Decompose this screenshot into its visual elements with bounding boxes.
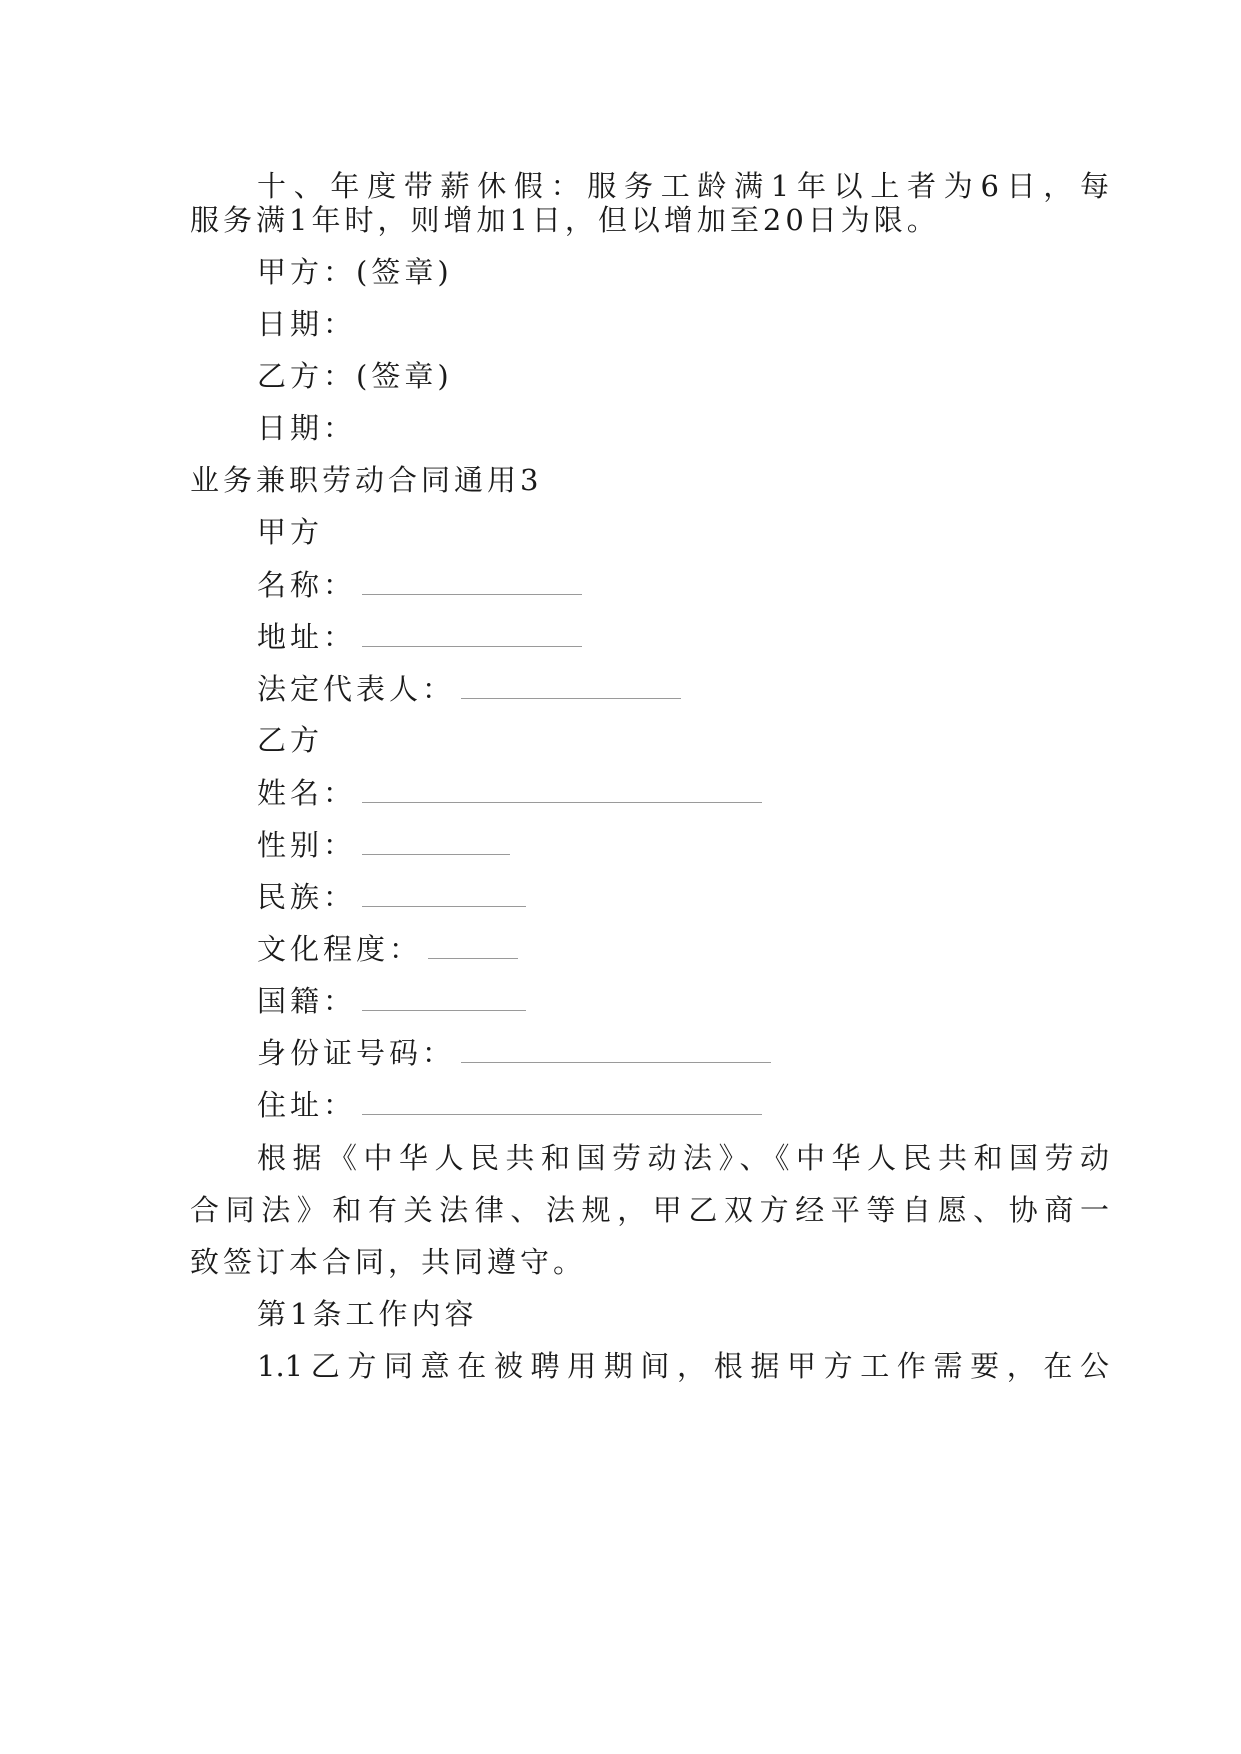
field-ethnicity xyxy=(257,876,526,917)
date-label: 日期： xyxy=(257,307,357,341)
fill-in-blank xyxy=(362,876,526,907)
field-label: 名称： xyxy=(257,568,357,602)
field-label: 国籍： xyxy=(257,984,357,1018)
field-label: 法定代表人： xyxy=(257,672,456,706)
paragraph-line: 致签订本合同，共同遵守。 xyxy=(190,1245,587,1279)
paragraph-line: 十、年度带薪休假：服务工龄满1年以上者为6日，每 xyxy=(257,169,1109,203)
party-a-signature-label: 甲方：(签章) xyxy=(257,255,453,289)
field-label: 文化程度： xyxy=(257,932,423,966)
field-label: 地址： xyxy=(257,620,357,654)
fill-in-blank xyxy=(461,1032,771,1063)
section-title: 业务兼职劳动合同通用3 xyxy=(190,463,543,497)
paragraph-line: 合同法》和有关法律、法规，甲乙双方经平等自愿、协商一 xyxy=(190,1193,1109,1227)
fill-in-blank xyxy=(362,980,526,1011)
field-id-number xyxy=(257,1032,771,1073)
party-b-signature-label: 乙方：(签章) xyxy=(257,359,453,393)
paragraph-line: 根据《中华人民共和国劳动法》、《中华人民共和国劳动 xyxy=(257,1141,1109,1175)
field-residence xyxy=(257,1084,762,1125)
fill-in-blank xyxy=(362,1084,762,1115)
field-education xyxy=(257,928,518,969)
field-gender xyxy=(257,824,510,865)
field-label: 性别： xyxy=(257,828,357,862)
field-label: 民族： xyxy=(257,880,357,914)
fill-in-blank xyxy=(362,616,582,647)
date-label: 日期： xyxy=(257,411,357,445)
fill-in-blank xyxy=(362,772,762,803)
fill-in-blank xyxy=(428,928,518,959)
fill-in-blank xyxy=(362,824,510,855)
field-label: 住址： xyxy=(257,1088,357,1122)
paragraph-line: 1.1乙方同意在被聘用期间，根据甲方工作需要，在公 xyxy=(257,1349,1109,1383)
paragraph-line: 服务满1年时，则增加1日，但以增加至20日为限。 xyxy=(190,203,940,237)
field-legal-representative xyxy=(257,668,681,709)
field-name xyxy=(257,564,582,605)
field-address xyxy=(257,616,582,657)
fill-in-blank xyxy=(461,668,681,699)
field-label: 姓名： xyxy=(257,776,357,810)
fill-in-blank xyxy=(362,564,582,595)
party-b-heading: 乙方 xyxy=(257,723,324,757)
field-full-name xyxy=(257,772,762,813)
article-heading: 第1条工作内容 xyxy=(257,1297,478,1331)
field-label: 身份证号码： xyxy=(257,1036,456,1070)
party-a-heading: 甲方 xyxy=(257,515,324,549)
field-nationality xyxy=(257,980,526,1021)
